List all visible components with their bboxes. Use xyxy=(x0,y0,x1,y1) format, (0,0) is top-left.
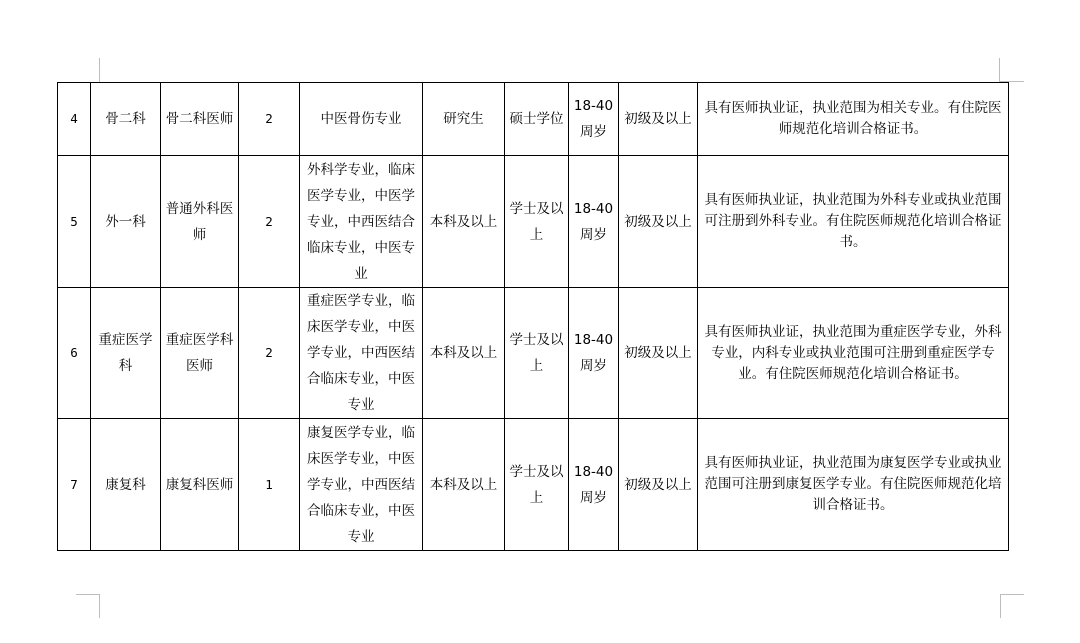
degree-cell: 硕士学位 xyxy=(505,83,569,156)
requirement-cell: 具有医师执业证，执业范围为外科专业或执业范围可注册到外科专业。有住院医师规范化培训合格证书。 xyxy=(698,156,1009,288)
requirement-cell: 具有医师执业证，执业范围为重症医学专业，外科专业，内科专业或执业范围可注册到重症医学专业。有住院医师规范化培训合格证书。 xyxy=(698,288,1009,419)
crop-mark-bottom-right-horizontal xyxy=(1000,594,1024,595)
department-cell: 外一科 xyxy=(91,156,161,288)
education-cell: 本科及以上 xyxy=(423,419,505,551)
position-cell: 康复科医师 xyxy=(161,419,239,551)
headcount-cell: 2 xyxy=(239,83,300,156)
position-cell: 普通外科医师 xyxy=(161,156,239,288)
title-cell: 初级及以上 xyxy=(619,288,698,419)
education-cell: 本科及以上 xyxy=(423,288,505,419)
requirement-cell: 具有医师执业证，执业范围为相关专业。有住院医师规范化培训合格证书。 xyxy=(698,83,1009,156)
major-cell: 中医骨伤专业 xyxy=(300,83,423,156)
table-row xyxy=(58,288,1009,419)
degree-cell: 学士及以上 xyxy=(505,419,569,551)
crop-mark-top-right-vertical xyxy=(999,58,1000,82)
position-cell: 骨二科医师 xyxy=(161,83,239,156)
age-cell: 18-40周岁 xyxy=(569,156,619,288)
department-cell: 骨二科 xyxy=(91,83,161,156)
headcount-cell: 1 xyxy=(239,419,300,551)
table-row xyxy=(58,156,1009,288)
crop-mark-bottom-right-vertical xyxy=(1000,594,1001,618)
recruitment-table xyxy=(57,82,1009,551)
table-row xyxy=(58,419,1009,551)
major-cell: 重症医学专业，临床医学专业，中医学专业，中西医结合临床专业，中医专业 xyxy=(300,288,423,419)
major-cell: 康复医学专业，临床医学专业，中医学专业，中西医结合临床专业，中医专业 xyxy=(300,419,423,551)
crop-mark-bottom-left-horizontal xyxy=(76,594,100,595)
crop-mark-top-left-vertical xyxy=(99,58,100,82)
age-cell: 18-40周岁 xyxy=(569,288,619,419)
requirement-cell: 具有医师执业证，执业范围为康复医学专业或执业范围可注册到康复医学专业。有住院医师规范化培训合格证书。 xyxy=(698,419,1009,551)
row-index-cell: 7 xyxy=(58,419,91,551)
title-cell: 初级及以上 xyxy=(619,419,698,551)
education-cell: 研究生 xyxy=(423,83,505,156)
row-index-cell: 6 xyxy=(58,288,91,419)
age-cell: 18-40周岁 xyxy=(569,419,619,551)
headcount-cell: 2 xyxy=(239,288,300,419)
row-index-cell: 5 xyxy=(58,156,91,288)
age-cell: 18-40周岁 xyxy=(569,83,619,156)
title-cell: 初级及以上 xyxy=(619,156,698,288)
row-index-cell: 4 xyxy=(58,83,91,156)
major-cell: 外科学专业，临床医学专业，中医学专业，中西医结合临床专业，中医专业 xyxy=(300,156,423,288)
table-row xyxy=(58,83,1009,156)
position-cell: 重症医学科医师 xyxy=(161,288,239,419)
department-cell: 重症医学科 xyxy=(91,288,161,419)
crop-mark-bottom-left-vertical xyxy=(99,594,100,618)
degree-cell: 学士及以上 xyxy=(505,288,569,419)
department-cell: 康复科 xyxy=(91,419,161,551)
degree-cell: 学士及以上 xyxy=(505,156,569,288)
education-cell: 本科及以上 xyxy=(423,156,505,288)
title-cell: 初级及以上 xyxy=(619,83,698,156)
headcount-cell: 2 xyxy=(239,156,300,288)
